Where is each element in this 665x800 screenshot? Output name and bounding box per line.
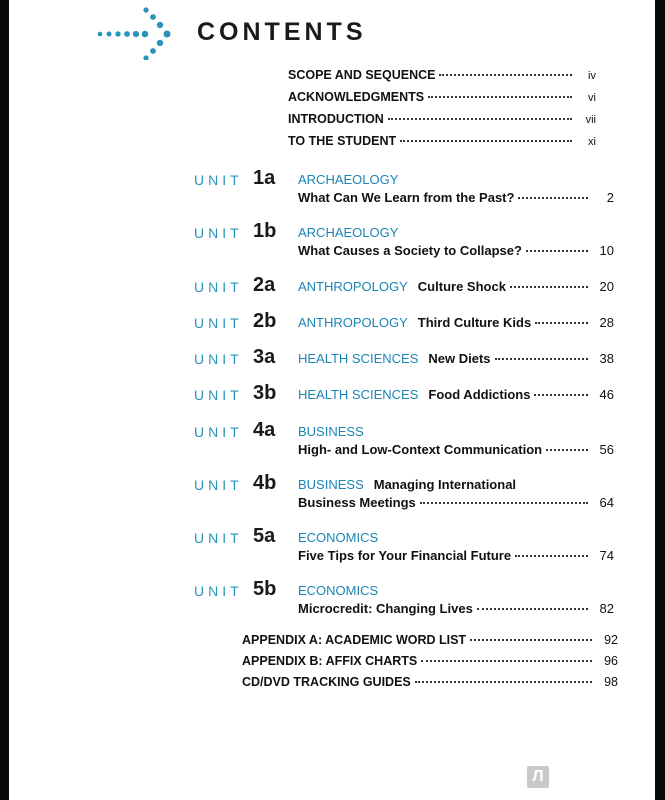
unit-page: 38 xyxy=(599,351,614,366)
toc-entry-page: 92 xyxy=(604,633,618,647)
unit-subject: BUSINESS xyxy=(298,477,364,492)
toc-entry-label: APPENDIX A: ACADEMIC WORD LIST xyxy=(242,633,467,647)
book-page xyxy=(9,0,655,800)
unit-title-row xyxy=(298,190,614,205)
unit-title: High- and Low-Context Communication xyxy=(298,442,543,457)
toc-entry-page: iv xyxy=(588,70,596,82)
dot-leader xyxy=(421,660,592,662)
unit-number: 2b xyxy=(253,310,277,332)
unit-title-row xyxy=(298,442,614,457)
dot-leader xyxy=(428,96,572,98)
dot-leader xyxy=(477,608,588,610)
unit-title-line-2: Business Meetings xyxy=(298,495,416,510)
toc-entry-appendix-b[interactable] xyxy=(242,654,618,675)
unit-page: 20 xyxy=(599,279,614,294)
unit-number: 1a xyxy=(253,167,276,189)
unit-number: 5a xyxy=(253,525,276,547)
toc-entry-acknowledgments[interactable] xyxy=(288,90,596,112)
back-matter-list xyxy=(242,633,618,696)
unit-page: 64 xyxy=(599,495,614,510)
unit-subject: BUSINESS xyxy=(298,424,364,439)
unit-title: Culture Shock xyxy=(417,279,506,294)
unit-title-line-1: Managing International xyxy=(373,477,517,492)
unit-title: Third Culture Kids xyxy=(417,315,532,330)
toc-entry-tracking-guides[interactable] xyxy=(242,675,618,696)
toc-unit-4b[interactable] xyxy=(194,472,614,517)
page-title: CONTENTS xyxy=(197,18,367,46)
unit-page: 46 xyxy=(599,387,614,402)
unit-number: 4a xyxy=(253,419,276,441)
toc-unit-4a[interactable] xyxy=(194,419,614,464)
dot-leader xyxy=(534,394,588,396)
toc-entry-label: APPENDIX B: AFFIX CHARTS xyxy=(242,654,418,668)
unit-page: 2 xyxy=(606,190,614,205)
dot-leader xyxy=(495,358,588,360)
toc-entry-introduction[interactable] xyxy=(288,112,596,134)
unit-label: UNIT xyxy=(194,583,243,599)
unit-title: What Causes a Society to Collapse? xyxy=(298,243,522,258)
toc-unit-2a[interactable] xyxy=(194,274,614,299)
dot-leader xyxy=(415,681,592,683)
toc-entry-label: ACKNOWLEDGMENTS xyxy=(288,90,425,104)
toc-unit-3a[interactable] xyxy=(194,346,614,371)
unit-number: 2a xyxy=(253,274,276,296)
toc-unit-5a[interactable] xyxy=(194,525,614,570)
unit-label: UNIT xyxy=(194,279,243,295)
dot-leader xyxy=(535,322,588,324)
unit-number: 1b xyxy=(253,220,277,242)
unit-title: What Can We Learn from the Past? xyxy=(298,190,515,205)
unit-subject: ANTHROPOLOGY xyxy=(298,315,408,330)
unit-page: 82 xyxy=(599,601,614,616)
unit-subject: HEALTH SCIENCES xyxy=(298,351,419,366)
unit-title-row xyxy=(298,495,614,510)
dot-leader xyxy=(388,118,572,120)
toc-unit-3b[interactable] xyxy=(194,382,614,407)
dot-leader xyxy=(518,197,588,199)
toc-unit-1b[interactable] xyxy=(194,220,614,265)
dot-leader xyxy=(439,74,572,76)
toc-unit-1a[interactable] xyxy=(194,167,614,212)
unit-label: UNIT xyxy=(194,315,243,331)
dot-leader xyxy=(526,250,588,252)
toc-entry-page: vi xyxy=(588,92,596,104)
toc-entry-label: SCOPE AND SEQUENCE xyxy=(288,68,436,82)
unit-label: UNIT xyxy=(194,424,243,440)
unit-title-row xyxy=(298,315,614,330)
unit-title-row xyxy=(298,601,614,616)
dot-leader xyxy=(510,286,588,288)
dot-leader xyxy=(515,555,588,557)
toc-entry-scope[interactable] xyxy=(288,68,596,90)
toc-entry-label: CD/DVD TRACKING GUIDES xyxy=(242,675,411,689)
toc-entry-to-the-student[interactable] xyxy=(288,134,596,156)
unit-label: UNIT xyxy=(194,225,243,241)
watermark-logo: Л xyxy=(527,766,549,788)
unit-number: 5b xyxy=(253,578,277,600)
toc-unit-2b[interactable] xyxy=(194,310,614,335)
dot-leader xyxy=(420,502,588,504)
unit-subject: ECONOMICS xyxy=(298,583,379,598)
dot-leader xyxy=(400,140,572,142)
unit-label: UNIT xyxy=(194,387,243,403)
unit-subject: ARCHAEOLOGY xyxy=(298,172,399,187)
dot-leader xyxy=(546,449,588,451)
front-matter-list xyxy=(288,68,596,156)
unit-subject-row xyxy=(298,477,614,492)
toc-entry-page: 96 xyxy=(604,654,618,668)
unit-label: UNIT xyxy=(194,172,243,188)
unit-title: New Diets xyxy=(428,351,491,366)
unit-title-row xyxy=(298,243,614,258)
unit-number: 3b xyxy=(253,382,277,404)
unit-title-row xyxy=(298,548,614,563)
toc-entry-appendix-a[interactable] xyxy=(242,633,618,654)
dot-leader xyxy=(470,639,592,641)
unit-subject: ARCHAEOLOGY xyxy=(298,225,399,240)
unit-label: UNIT xyxy=(194,530,243,546)
toc-entry-label: TO THE STUDENT xyxy=(288,134,397,148)
unit-number: 4b xyxy=(253,472,277,494)
unit-label: UNIT xyxy=(194,477,243,493)
unit-title-row xyxy=(298,387,614,402)
unit-title: Five Tips for Your Financial Future xyxy=(298,548,512,563)
toc-entry-page: 98 xyxy=(604,675,618,689)
unit-page: 28 xyxy=(599,315,614,330)
unit-title: Food Addictions xyxy=(428,387,531,402)
unit-number: 3a xyxy=(253,346,276,368)
unit-title-row xyxy=(298,279,614,294)
unit-page: 10 xyxy=(599,243,614,258)
toc-entry-label: INTRODUCTION xyxy=(288,112,384,126)
unit-subject: ANTHROPOLOGY xyxy=(298,279,408,294)
unit-title-row xyxy=(298,351,614,366)
toc-unit-5b[interactable] xyxy=(194,578,614,623)
unit-title: Microcredit: Changing Lives xyxy=(298,601,473,616)
toc-entry-page: vii xyxy=(585,114,596,126)
unit-page: 56 xyxy=(599,442,614,457)
unit-subject: ECONOMICS xyxy=(298,530,379,545)
unit-label: UNIT xyxy=(194,351,243,367)
dotted-arrow-icon xyxy=(94,4,184,60)
unit-page: 74 xyxy=(599,548,614,563)
unit-subject: HEALTH SCIENCES xyxy=(298,387,419,402)
toc-entry-page: xi xyxy=(588,136,596,148)
